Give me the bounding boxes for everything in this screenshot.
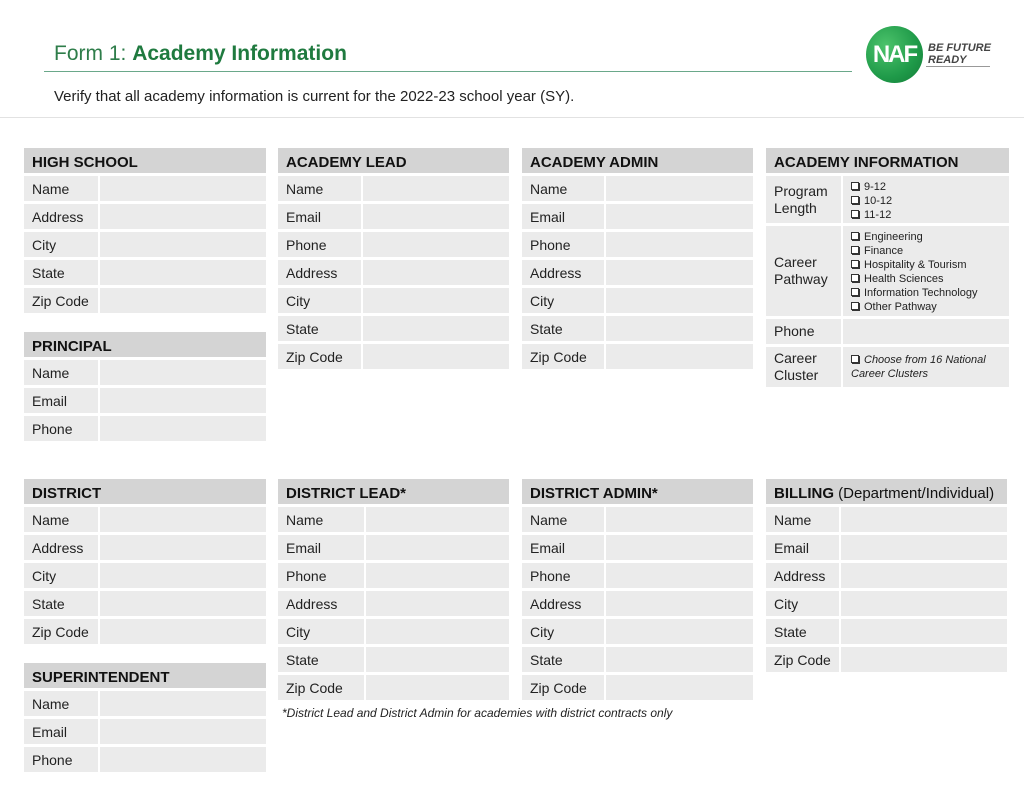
career-cluster-label: Career Cluster [766,347,841,387]
district-admin-field-label: Name [522,507,604,532]
district-admin-field-input[interactable] [606,507,753,532]
high-school-field-label: State [24,260,98,285]
academy-admin-field-input[interactable] [606,344,753,369]
academy-admin-field-row [522,316,753,341]
academy-info-header: ACADEMY INFORMATION [766,148,1009,173]
academy-phone-label: Phone [766,319,841,344]
district-field-row [24,619,266,644]
billing-field-input[interactable] [841,507,1007,532]
district-field-row [24,535,266,560]
superintendent-field-row [24,719,266,744]
checkbox-option[interactable] [851,208,1009,222]
district-admin-field-row [522,507,753,532]
superintendent-field-label: Email [24,719,98,744]
district-lead-field-label: Phone [278,563,364,588]
checkbox-icon [851,274,859,282]
academy-admin-field-row [522,344,753,369]
billing-field-row [766,647,1007,672]
checkbox-option[interactable] [851,244,1009,258]
academy-admin-field-input[interactable] [606,316,753,341]
academy-admin-field-input[interactable] [606,176,753,201]
district-field-label: Name [24,507,98,532]
billing-header [766,479,1007,504]
checkbox-option[interactable] [851,258,1009,272]
district-admin-header: DISTRICT ADMIN* [522,479,753,504]
academy-admin-field-row [522,288,753,313]
high-school-field-label: Address [24,204,98,229]
district-admin-field-input[interactable] [606,563,753,588]
superintendent-field-row [24,691,266,716]
district-lead-section [278,479,509,700]
academy-admin-field-row [522,260,753,285]
district-field-row [24,563,266,588]
district-section [24,479,266,644]
principal-field-row [24,388,266,413]
checkbox-option-label: Other Pathway [864,301,937,313]
district-lead-field-label: State [278,647,364,672]
program-length-row [766,176,1009,223]
checkbox-icon [851,196,859,204]
superintendent-field-input[interactable] [100,747,266,772]
checkbox-option[interactable] [851,272,1009,286]
district-lead-field-label: Email [278,535,364,560]
district-field-label: City [24,563,98,588]
district-lead-field-row [278,647,509,672]
checkbox-option-label: Health Sciences [864,273,944,285]
checkbox-option[interactable] [851,300,1009,314]
district-admin-section [522,479,753,700]
district-lead-header: DISTRICT LEAD* [278,479,509,504]
career-pathway-label: Career Pathway [766,226,841,316]
checkbox-option-label: 10-12 [864,195,893,207]
billing-field-row [766,619,1007,644]
district-lead-field-input[interactable] [366,507,509,532]
program-length-label: Program Length [766,176,841,223]
checkbox-option-label: 9-12 [864,181,887,193]
academy-lead-field-label: City [278,288,361,313]
academy-lead-field-label: Email [278,204,361,229]
high-school-field-input[interactable] [100,204,266,229]
superintendent-section [24,663,266,772]
district-lead-field-label: City [278,619,364,644]
academy-lead-field-input[interactable] [363,176,509,201]
academy-lead-field-input[interactable] [363,316,509,341]
academy-admin-field-label: Email [522,204,604,229]
superintendent-field-input[interactable] [100,691,266,716]
district-admin-field-input[interactable] [606,647,753,672]
district-lead-field-row [278,675,509,700]
billing-field-label: Address [766,563,839,588]
district-field-input[interactable] [100,535,266,560]
academy-lead-field-input[interactable] [363,260,509,285]
high-school-field-row [24,176,266,201]
academy-admin-field-label: State [522,316,604,341]
career-pathway-options [843,226,1009,316]
district-lead-field-row [278,535,509,560]
page-subtitle: Verify that all academy information is current for the 2022-23 school year (SY). [54,88,575,105]
academy-admin-field-label: Zip Code [522,344,604,369]
district-admin-field-row [522,647,753,672]
billing-field-label: State [766,619,839,644]
district-field-label: State [24,591,98,616]
principal-field-input[interactable] [100,416,266,441]
academy-admin-field-row [522,232,753,257]
academy-lead-field-label: Zip Code [278,344,361,369]
academy-lead-field-row [278,316,509,341]
academy-phone-row [766,319,1009,344]
district-lead-field-input[interactable] [366,675,509,700]
billing-field-input[interactable] [841,535,1007,560]
academy-lead-field-input[interactable] [363,288,509,313]
academy-lead-field-row [278,260,509,285]
academy-lead-header: ACADEMY LEAD [278,148,509,173]
district-admin-field-label: Zip Code [522,675,604,700]
checkbox-option[interactable] [851,194,1009,208]
program-length-options [843,176,1009,223]
district-lead-field-row [278,507,509,532]
billing-section [766,479,1007,672]
high-school-field-label: Name [24,176,98,201]
academy-admin-field-label: Address [522,260,604,285]
high-school-field-input[interactable] [100,232,266,257]
principal-field-label: Name [24,360,98,385]
district-lead-field-row [278,563,509,588]
principal-field-input[interactable] [100,360,266,385]
district-admin-field-label: Phone [522,563,604,588]
checkbox-icon [851,232,859,240]
academy-lead-field-row [278,344,509,369]
academy-phone-value[interactable] [843,319,1009,344]
superintendent-field-row [24,747,266,772]
high-school-field-input[interactable] [100,176,266,201]
district-field-input[interactable] [100,591,266,616]
principal-field-label: Phone [24,416,98,441]
academy-admin-section [522,148,753,369]
district-lead-field-input[interactable] [366,591,509,616]
principal-field-row [24,416,266,441]
principal-header: PRINCIPAL [24,332,266,357]
billing-field-input[interactable] [841,619,1007,644]
district-lead-field-input[interactable] [366,647,509,672]
district-admin-field-label: State [522,647,604,672]
billing-field-input[interactable] [841,591,1007,616]
naf-logo-icon: NAF [866,26,923,83]
billing-field-label: Email [766,535,839,560]
district-lead-field-row [278,591,509,616]
high-school-field-row [24,232,266,257]
district-admin-field-input[interactable] [606,591,753,616]
academy-admin-field-input[interactable] [606,232,753,257]
district-lead-field-input[interactable] [366,563,509,588]
district-lead-field-input[interactable] [366,535,509,560]
district-admin-field-row [522,591,753,616]
checkbox-icon [851,246,859,254]
district-field-label: Address [24,535,98,560]
district-admin-field-input[interactable] [606,535,753,560]
career-cluster-row [766,347,1009,387]
district-field-row [24,591,266,616]
academy-admin-field-label: City [522,288,604,313]
academy-admin-field-input[interactable] [606,260,753,285]
academy-lead-field-input[interactable] [363,344,509,369]
academy-lead-field-input[interactable] [363,204,509,229]
district-field-input[interactable] [100,619,266,644]
academy-admin-header: ACADEMY ADMIN [522,148,753,173]
academy-lead-field-label: Address [278,260,361,285]
billing-field-row [766,591,1007,616]
academy-info-section [766,148,1009,387]
superintendent-header: SUPERINTENDENT [24,663,266,688]
academy-admin-field-input[interactable] [606,288,753,313]
district-lead-field-input[interactable] [366,619,509,644]
logo-divider [926,66,990,67]
academy-admin-field-row [522,204,753,229]
billing-field-label: Zip Code [766,647,839,672]
billing-field-input[interactable] [841,647,1007,672]
academy-admin-field-input[interactable] [606,204,753,229]
district-field-row [24,507,266,532]
logo-tagline: BE FUTURE READY [928,42,991,66]
district-admin-field-row [522,675,753,700]
academy-lead-field-row [278,288,509,313]
district-admin-field-label: City [522,619,604,644]
high-school-field-row [24,204,266,229]
superintendent-field-label: Name [24,691,98,716]
principal-field-label: Email [24,388,98,413]
checkbox-icon [851,302,859,310]
checkbox-icon [851,182,859,190]
title-divider [44,71,852,72]
checkbox-icon [851,288,859,296]
academy-lead-field-row [278,204,509,229]
checkbox-option-label: Engineering [864,231,923,243]
high-school-field-label: Zip Code [24,288,98,313]
career-cluster-option-text: Choose from 16 National Career Clusters [851,354,986,380]
billing-title: BILLING [774,485,834,502]
checkbox-option-label: Information Technology [864,287,978,299]
academy-admin-field-label: Name [522,176,604,201]
billing-field-row [766,535,1007,560]
district-admin-field-row [522,563,753,588]
district-field-input[interactable] [100,563,266,588]
career-pathway-row [766,226,1009,316]
billing-field-label: Name [766,507,839,532]
naf-logo [866,26,990,84]
district-admin-field-label: Address [522,591,604,616]
district-admin-field-input[interactable] [606,619,753,644]
high-school-field-row [24,260,266,285]
header-divider [0,117,1024,118]
academy-lead-field-label: Phone [278,232,361,257]
checkbox-icon [851,260,859,268]
district-admin-field-row [522,535,753,560]
district-lead-field-row [278,619,509,644]
high-school-section [24,148,266,313]
superintendent-field-input[interactable] [100,719,266,744]
career-cluster-option[interactable] [843,347,1009,387]
district-admin-field-input[interactable] [606,675,753,700]
checkbox-option[interactable] [851,286,1009,300]
academy-lead-section [278,148,509,369]
billing-field-row [766,507,1007,532]
academy-lead-field-input[interactable] [363,232,509,257]
principal-section [24,332,266,441]
form-label: Form 1: [54,42,133,65]
checkbox-icon [851,355,859,363]
academy-lead-field-label: Name [278,176,361,201]
academy-lead-field-row [278,176,509,201]
page-title [54,42,347,66]
district-field-label: Zip Code [24,619,98,644]
superintendent-field-label: Phone [24,747,98,772]
academy-lead-field-row [278,232,509,257]
academy-admin-field-row [522,176,753,201]
principal-field-input[interactable] [100,388,266,413]
high-school-field-input[interactable] [100,288,266,313]
high-school-field-row [24,288,266,313]
district-field-input[interactable] [100,507,266,532]
principal-field-row [24,360,266,385]
district-lead-field-label: Zip Code [278,675,364,700]
academy-lead-field-label: State [278,316,361,341]
billing-field-row [766,563,1007,588]
district-lead-field-label: Address [278,591,364,616]
high-school-field-input[interactable] [100,260,266,285]
checkbox-option-label: Finance [864,245,904,257]
district-admin-field-row [522,619,753,644]
district-lead-field-label: Name [278,507,364,532]
checkbox-option[interactable] [851,180,1009,194]
form-title: Academy Information [132,42,347,65]
district-admin-field-label: Email [522,535,604,560]
high-school-field-label: City [24,232,98,257]
district-header: DISTRICT [24,479,266,504]
footnote: *District Lead and District Admin for academies with district contracts only [282,706,673,720]
academy-admin-field-label: Phone [522,232,604,257]
checkbox-option-label: 11-12 [864,209,892,221]
checkbox-option-label: Hospitality & Tourism [864,259,967,271]
billing-field-input[interactable] [841,563,1007,588]
checkbox-option[interactable] [851,230,1009,244]
billing-field-label: City [766,591,839,616]
checkbox-icon [851,210,859,218]
billing-title-suffix: (Department/Individual) [834,485,995,502]
high-school-header: HIGH SCHOOL [24,148,266,173]
